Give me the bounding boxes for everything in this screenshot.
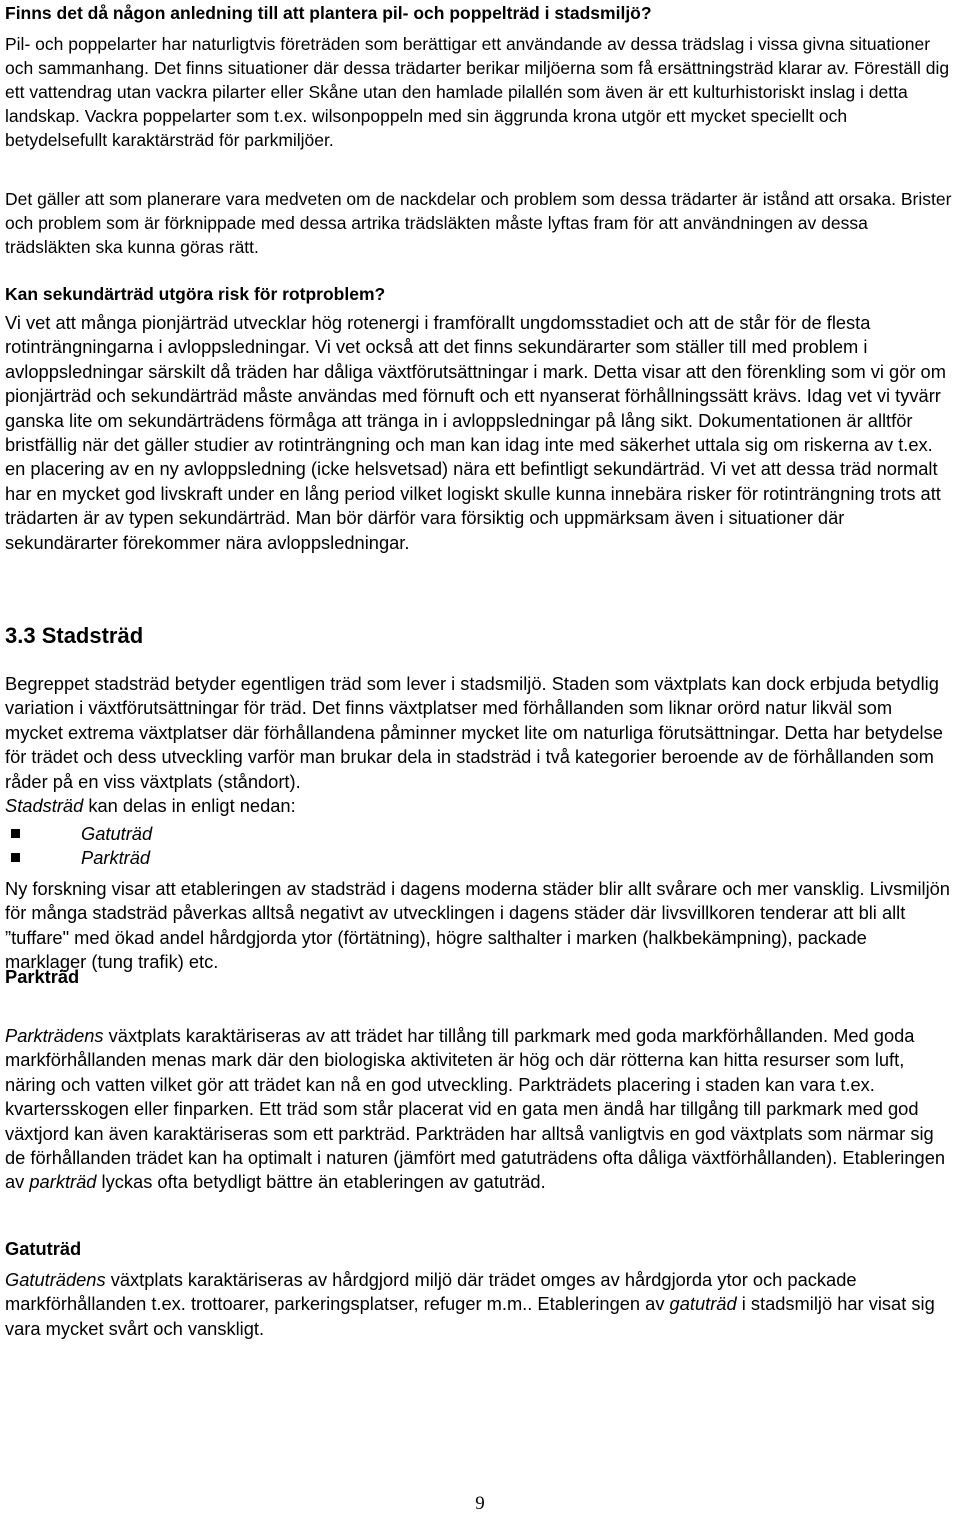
list-item bbox=[11, 822, 911, 846]
paragraph-categories-intro bbox=[5, 794, 953, 818]
paragraph-new-research: Ny forskning visar att etableringen av stadsträd i dagens moderna städer blir allt svårare och mer vansklig. Livsmiljön för många stadsträd påverkas alltså negativt av utvecklingen i dagens städer där livsvillkoren tenderar att bli allt ”tuffare" med ökad andel hårdgjorda ytor (förtätning), högre salthalter i marken (halkbekämpning), packade marklager (tung trafik) etc. bbox=[5, 878, 950, 973]
term-gatutradens: Gatuträdens bbox=[5, 1269, 106, 1290]
term-parktrad: parkträd bbox=[29, 1171, 97, 1193]
square-bullet-icon bbox=[11, 829, 20, 838]
subheading-gatutrad: Gatuträd bbox=[5, 1238, 82, 1259]
page-number: 9 bbox=[475, 1493, 485, 1514]
question-heading-secondary-trees: Kan sekundärträd utgöra risk för rotproblem? bbox=[5, 284, 386, 304]
tree-category-list bbox=[11, 822, 911, 871]
gatutrad-text-a: växtplats karaktäriseras av hårdgjord miljö där trädet omges av hårdgjorda ytor och packade markförhållanden t.ex. trottoarer, parkeringsplatser, refuger m.m.. Etableringen av bbox=[5, 1269, 857, 1315]
categories-intro-text: kan delas in enligt nedan: bbox=[83, 795, 296, 816]
section-title: 3.3 Stadsträd bbox=[5, 623, 144, 648]
list-item bbox=[11, 846, 911, 870]
list-item-label: Gatuträd bbox=[81, 823, 153, 844]
term-stadstrad: Stadsträd bbox=[5, 795, 84, 816]
gatutrad-text-b: i stadsmiljö har visat sig vara mycket svårt och vanskligt. bbox=[5, 1293, 935, 1339]
paragraph-parktrad bbox=[5, 1024, 953, 1195]
list-item-label: Parkträd bbox=[81, 847, 151, 869]
paragraph-gatutrad bbox=[5, 1268, 953, 1341]
term-parktradens: Parkträdens bbox=[5, 1025, 104, 1046]
paragraph-city-trees-definition: Begreppet stadsträd betyder egentligen träd som lever i stadsmiljö. Staden som växtplats kan dock erbjuda betydlig variation i växtförutsättningar för träd. Det finns växtplatser med förhållanden som liknar orörd natur likväl som mycket extrema växtplatser där förhållandena påminner mycket lite om naturliga förutsättningar. Detta har betydelse för trädet och dess utveckling varför man brukar dela in stadsträd i två kategorier beroende av de förhållanden som råder på en viss växtplats (ståndort). bbox=[5, 673, 943, 792]
parktrad-text-b: lyckas ofta betydligt bättre än etableringen av gatuträd. bbox=[96, 1171, 546, 1193]
paragraph-planner-awareness: Det gäller att som planerare vara medveten om de nackdelar och problem som dessa trädarter är istånd att orsaka. Brister och problem som är förknippade med dessa artrika trädsläkten måste lyftas fram för att användningen av dessa trädsläkten ska kunna göras rätt. bbox=[5, 189, 952, 257]
parktrad-text-a: växtplats karaktäriseras av att trädet har tillång till parkmark med goda markförhållanden. Med goda markförhållanden menas mark där den biologiska aktiviteten är hög och där rötterna kan hitta resurser som luft, näring och vatten vilket gör att trädet kan nå en god utveckling. Parkträdets placering i staden kan vara t.ex. kvartersskogen eller finparken. Ett träd som står placerat vid en gata men ändå har tillgång till parkmark med god växtjord kan även karaktäriseras som ett parkträd. Parkträden har alltså vanligtvis en god växtplats som närmar sig de förhållanden trädet kan ha optimalt i naturen (jämfört med gatuträdens ofta dåliga växtförhållanden). Etableringen av bbox=[5, 1025, 946, 1193]
paragraph-root-problems: Vi vet att många pionjärträd utvecklar hög rotenergi i framförallt ungdomsstadiet och att de står för de flesta rotinträngningarna i avloppsledningar. Vi vet också att det finns sekundärarter som ställer till med problem i avloppsledningar särskilt då träden har dåliga växtförutsättningar i mark. Detta visar att den förenkling som vi gör om pionjärträd och sekundärträd måste användas med förnuft och ett nyanserat förhållningssätt krävs. Idag vet vi tyvärr ganska lite om sekundärträdens förmåga att tränga in i avloppsledningar på lång sikt. Dokumentationen är alltför bristfällig när det gäller studier av rotinträngning och man kan idag inte med säkerhet uttala sig om riskerna av t.ex. en placering av en ny avloppsledning (icke helsvetsad) nära ett befintligt sekundärträd. Vi vet att dessa träd normalt har en mycket god livskraft under en lång period vilket logiskt skulle kunna innebära risker för rotinträngning trots att trädarten är av typen sekundärträd. Man bör därför vara försiktig och uppmärksam även i situationer där sekundärarter förekommer nära avloppsledningar. bbox=[5, 312, 946, 553]
square-bullet-icon bbox=[11, 853, 20, 862]
term-gatutrad: gatuträd bbox=[669, 1293, 737, 1315]
subheading-parktrad: Parkträd bbox=[5, 966, 80, 987]
paragraph-willow-advantages: Pil- och poppelarter har naturligtvis företräden som berättigar ett användande av dessa trädslag i vissa givna situationer och sammanhang. Det finns situationer där dessa trädarter berikar miljöerna som få ersättningsträd klarar av. Föreställ dig ett vattendrag utan vackra pilarter eller Skåne utan den hamlade pilallén som även är ett kulturhistoriskt inslag i detta landskap. Vackra poppelarter som t.ex. wilsonpoppeln med sin äggrunda krona utgör ett mycket speciellt och betydelsefullt karaktärsträd för parkmiljöer. bbox=[5, 34, 950, 150]
question-heading-plant-willow: Finns det då någon anledning till att plantera pil- och poppelträd i stadsmiljö? bbox=[5, 3, 652, 23]
